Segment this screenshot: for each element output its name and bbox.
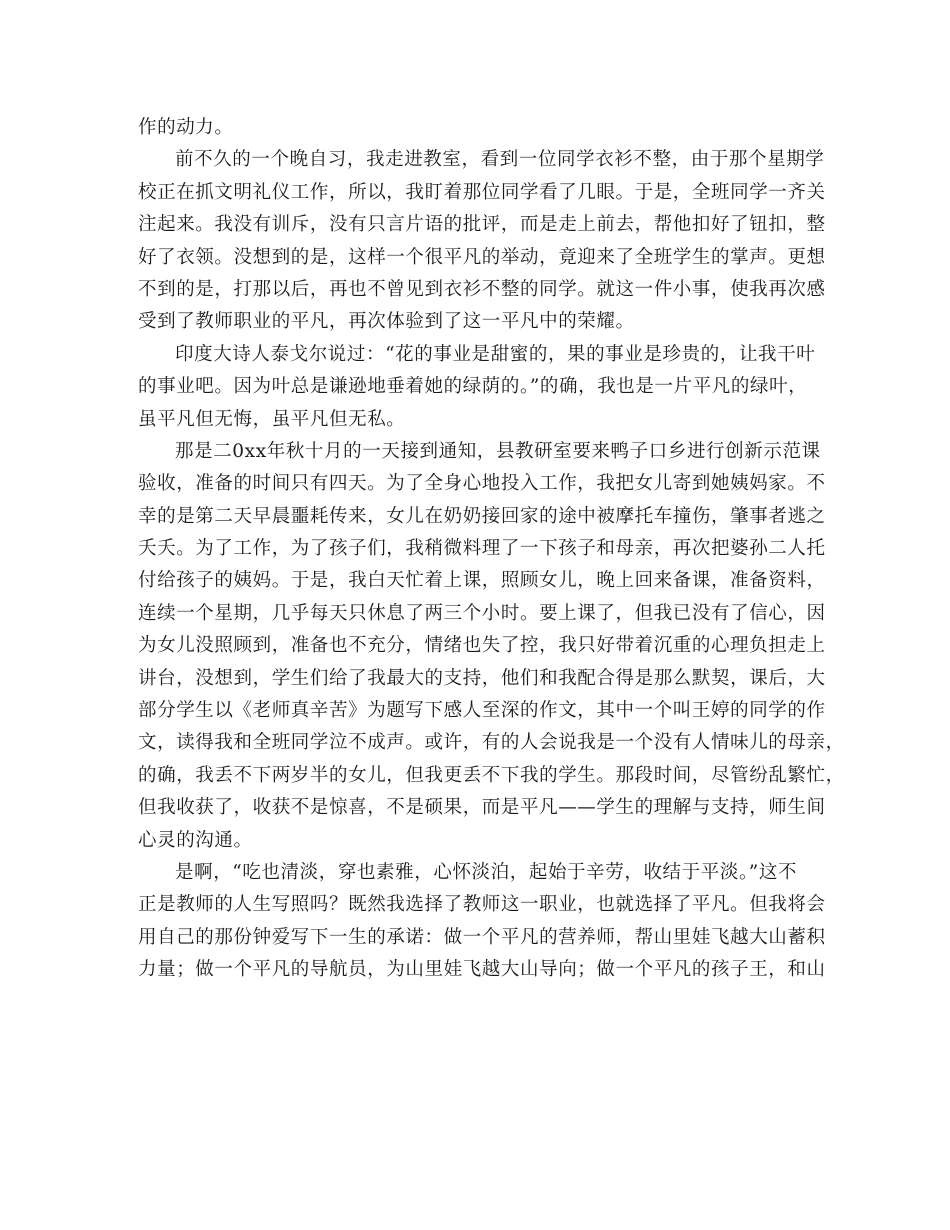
text-line: 作的动力。 xyxy=(138,117,234,138)
text-line: 夭夭。为了工作，为了孩子们，我稍微料理了一下孩子和母亲，再次把婆孙二人托 xyxy=(138,538,826,560)
text-line: 为女儿没照顾到，准备也不充分，情绪也失了控，我只好带着沉重的心理负担走上 xyxy=(138,635,826,657)
text-line: 不到的是，打那以后，再也不曾见到衣衫不整的同学。就这一件小事，使我再次感 xyxy=(138,278,826,300)
text-line: 是啊，“吃也清淡，穿也素雅，心怀淡泊，起始于辛劳，收结于平淡。”这不 xyxy=(175,861,798,883)
text-line: 印度大诗人泰戈尔说过：“花的事业是甜蜜的，果的事业是珍贵的，让我干叶 xyxy=(175,343,816,365)
text-line: 讲台，没想到，学生们给了我最大的支持，他们和我配合得是那么默契，课后，大 xyxy=(138,667,826,689)
text-line: 好了衣领。没想到的是，这样一个很平凡的举动，竟迎来了全班学生的掌声。更想 xyxy=(138,246,826,268)
text-line: 幸的是第二天早晨噩耗传来，女儿在奶奶接回家的途中被摩托车撞伤，肇事者逃之 xyxy=(138,505,826,527)
document-body-text xyxy=(138,112,845,987)
text-line: 付给孩子的姨妈。于是，我白天忙着上课，照顾女儿，晚上回来备课，准备资料， xyxy=(138,570,826,592)
text-line: 受到了教师职业的平凡，再次体验到了这一平凡中的荣耀。 xyxy=(138,311,635,333)
text-line: 正是教师的人生写照吗？既然我选择了教师这一职业，也就选择了平凡。但我将会 xyxy=(138,894,826,916)
text-line: 的确，我丢不下两岁半的女儿，但我更丢不下我的学生。那段时间，尽管纷乱繁忙， xyxy=(138,764,845,786)
text-line: 虽平凡但无悔，虽平凡但无私。 xyxy=(138,408,406,430)
text-line: 文，读得我和全班同学泣不成声。或许，有的人会说我是一个没有人情味儿的母亲， xyxy=(138,732,845,754)
text-line: 连续一个星期，几乎每天只休息了两三个小时。要上课了，但我已没有了信心，因 xyxy=(138,602,826,624)
text-line: 前不久的一个晚自习，我走进教室，看到一位同学衣衫不整，由于那个星期学 xyxy=(175,149,825,171)
text-line: 验收，准备的时间只有四天。为了全身心地投入工作，我把女儿寄到她姨妈家。不 xyxy=(138,473,826,495)
text-line: 注起来。我没有训斥，没有只言片语的批评，而是走上前去，帮他扣好了钮扣，整 xyxy=(138,214,826,236)
text-line: 校正在抓文明礼仪工作，所以，我盯着那位同学看了几眼。于是，全班同学一齐关 xyxy=(138,181,826,203)
text-line: 用自己的那份钟爱写下一生的承诺：做一个平凡的营养师，帮山里娃飞越大山蓄积 xyxy=(138,926,826,948)
text-line: 的事业吧。因为叶总是谦逊地垂着她的绿荫的。”的确，我也是一片平凡的绿叶， xyxy=(138,376,808,398)
text-line: 部分学生以《老师真辛苦》为题写下感人至深的作文，其中一个叫王婷的同学的作 xyxy=(138,700,826,722)
text-line: 但我收获了，收获不是惊喜，不是硕果，而是平凡——学生的理解与支持，师生间 xyxy=(138,797,826,819)
text-line: 那是二0xx年秋十月的一天接到通知，县教研室要来鸭子口乡进行创新示范课 xyxy=(175,440,821,462)
text-line: 力量；做一个平凡的导航员，为山里娃飞越大山导向；做一个平凡的孩子王，和山 xyxy=(138,959,826,981)
text-line: 心灵的沟通。 xyxy=(138,829,253,851)
